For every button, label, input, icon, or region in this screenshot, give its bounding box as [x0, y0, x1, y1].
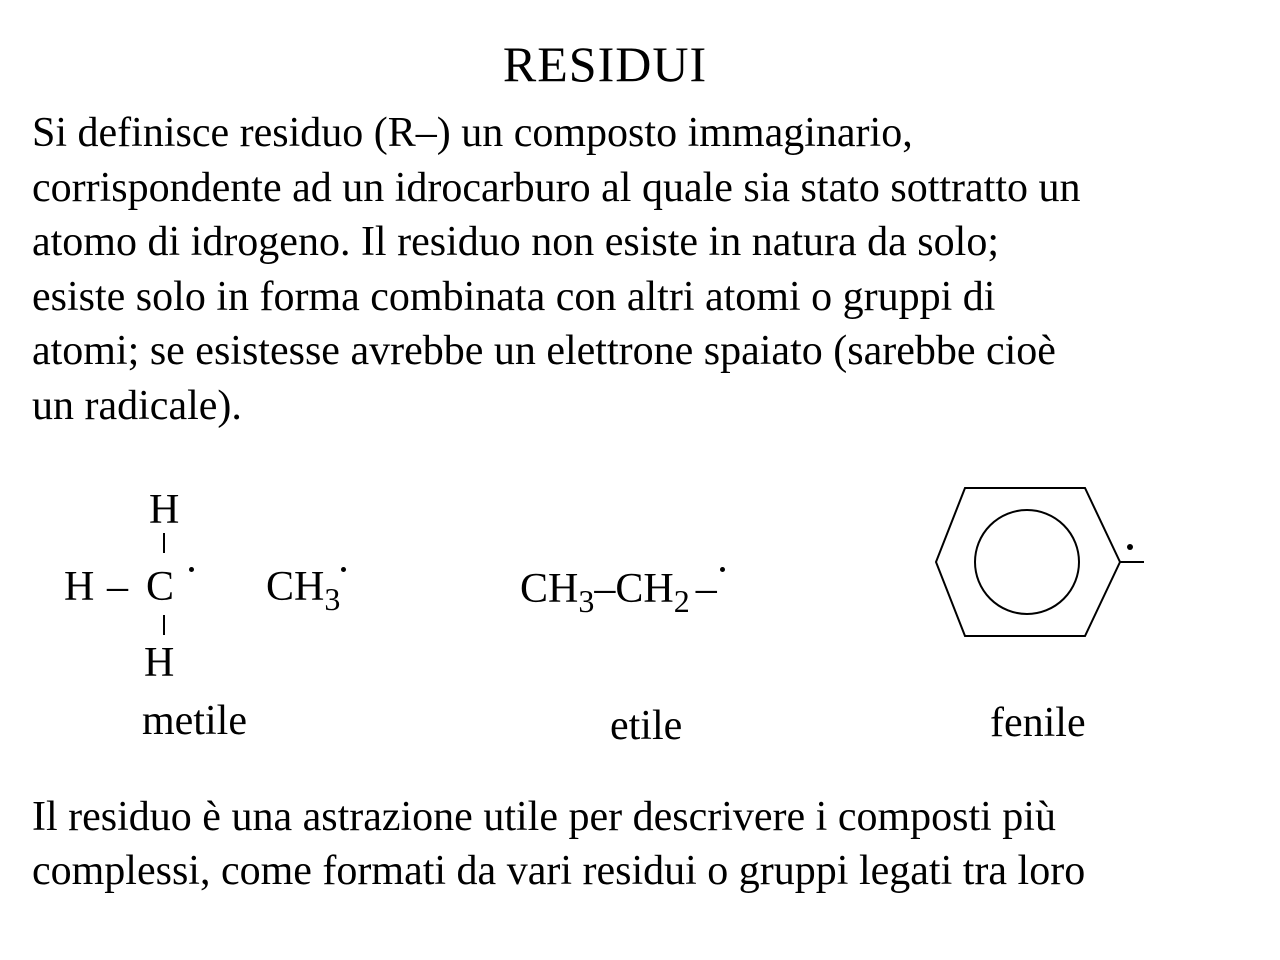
methyl-condensed-subscript: 3 [324, 581, 341, 617]
intro-line: corrispondente ad un idrocarburo al quale sia stato sottratto un [32, 164, 1081, 211]
radical-dot-icon [341, 567, 346, 572]
radical-dot-icon [189, 567, 194, 572]
ethyl-label: etile [610, 703, 683, 749]
aromatic-circle [975, 510, 1079, 614]
methyl-left-hydrogen: H [64, 564, 95, 610]
ethyl-subscript-2: 2 [673, 583, 690, 619]
intro-line: Si definisce residuo (R–) un composto immaginario, [32, 110, 913, 156]
outro-paragraph [32, 790, 1252, 898]
radical-dot-icon [720, 567, 725, 572]
methyl-condensed-formula [266, 564, 341, 617]
methyl-condensed-group: CH [266, 564, 325, 610]
radical-dot-icon [1127, 544, 1133, 550]
phenyl-ring-icon [930, 484, 1150, 640]
intro-line: atomo di idrogeno. Il residuo non esiste in natura da solo; [32, 219, 999, 265]
methyl-bottom-bond [163, 615, 165, 635]
ethyl-tail-bond: – [695, 566, 717, 612]
intro-line: atomi; se esistesse avrebbe un elettrone spaiato (sarebbe cioè [32, 328, 1056, 374]
methyl-bottom-hydrogen: H [144, 640, 175, 686]
ethyl-formula [520, 566, 717, 619]
intro-paragraph [32, 106, 1252, 433]
ethyl-bond: – [594, 566, 616, 612]
methyl-label: metile [142, 698, 247, 744]
intro-line: un radicale). [32, 382, 242, 429]
outro-line: complessi, come formati da vari residui o gruppi legati tra loro [32, 848, 1086, 894]
page-title: RESIDUI [502, 36, 708, 92]
intro-line: esiste solo in forma combinata con altri atomi o gruppi di [32, 273, 996, 320]
ethyl-group-ch3: CH [520, 566, 579, 612]
ethyl-subscript-3: 3 [578, 583, 595, 619]
outro-line: Il residuo è una astrazione utile per descrivere i composti più [32, 794, 1056, 840]
methyl-carbon: C [146, 564, 175, 610]
methyl-top-hydrogen: H [149, 487, 180, 533]
methyl-top-bond [163, 533, 165, 553]
phenyl-label: fenile [990, 700, 1086, 746]
ethyl-group-ch2: CH [615, 566, 674, 612]
methyl-left-bond: – [107, 564, 128, 610]
